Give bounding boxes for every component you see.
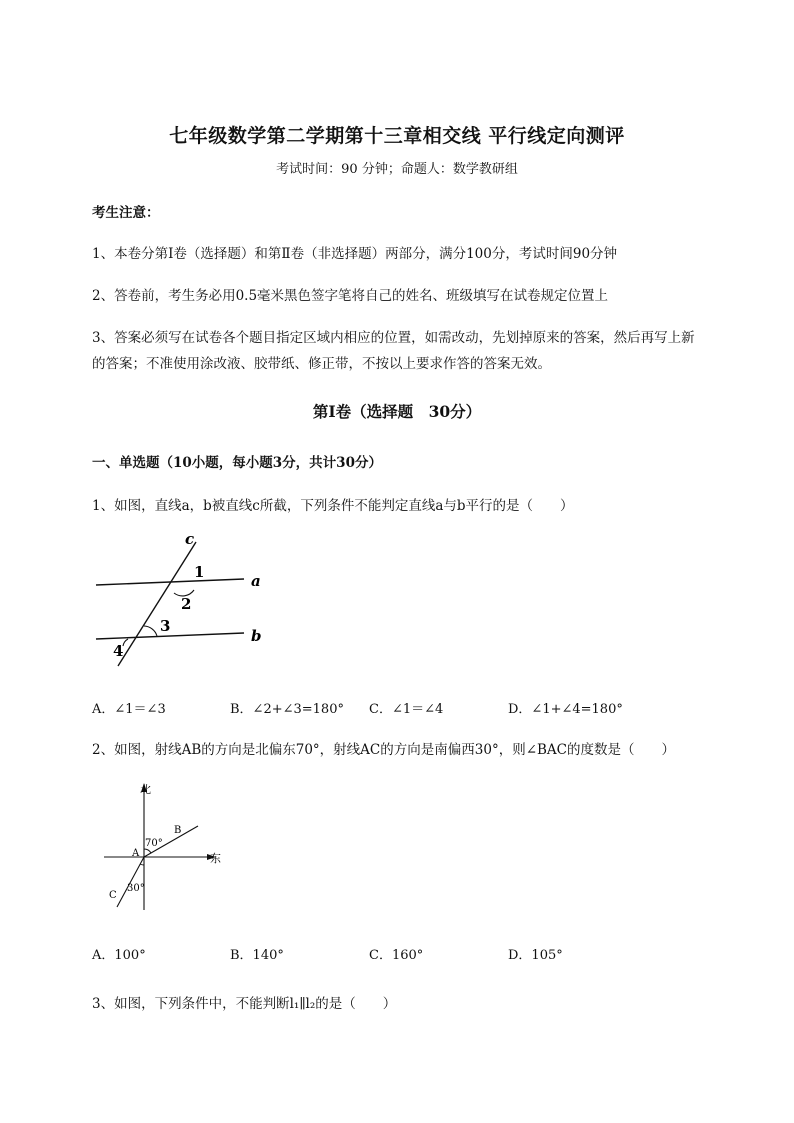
label-point-a: A <box>132 848 140 859</box>
question-3-text: 3、如图，下列条件中，不能判断l₁∥l₂的是（ ） <box>92 996 397 1012</box>
label-30-degrees: 30° <box>127 883 145 894</box>
angle-4-arc <box>123 639 128 646</box>
question-1-option-d: D．∠1+∠4=180° <box>508 702 623 717</box>
angle-30-arc <box>140 864 144 865</box>
question-2-option-b: B．140° <box>230 948 284 963</box>
angle-70-arc <box>144 849 151 853</box>
notice-item-3: 3、答案必须写在试卷各个题目指定区域内相应的位置，如需改动，先划掉原来的答案，然后再写上新 <box>92 330 695 346</box>
question-1-figure <box>88 528 278 668</box>
notice-heading: 考生注意： <box>92 205 160 221</box>
question-2-text: 2、如图，射线AB的方向是北偏东70°，射线AC的方向是南偏西30°，则∠BAC的度数是（ ） <box>92 742 676 758</box>
label-angle-3: 3 <box>160 617 171 635</box>
label-a: a <box>251 572 261 590</box>
notice-item-2: 2、答卷前，考生务必用0.5毫米黑色签字笔将自己的姓名、班级填写在试卷规定位置上 <box>92 288 609 304</box>
label-point-b: B <box>174 825 182 836</box>
notice-item-3-cont: 的答案；不准使用涂改液、胶带纸、修正带，不按以上要求作答的答案无效。 <box>92 356 551 372</box>
section-title: 第Ⅰ卷（选择题 30分） <box>312 402 482 421</box>
label-70-degrees: 70° <box>145 838 163 849</box>
question-2-option-d: D．105° <box>508 948 563 963</box>
label-north: 北 <box>140 783 151 796</box>
question-2-option-a: A．100° <box>92 948 146 963</box>
part-heading: 一、单选题（10小题，每小题3分，共计30分） <box>92 455 382 471</box>
exam-info: 考试时间：90 分钟；命题人：数学教研组 <box>276 162 518 177</box>
label-angle-1: 1 <box>194 563 205 581</box>
label-b: b <box>251 627 262 645</box>
ray-ac <box>117 857 144 907</box>
label-point-c: C <box>109 890 117 901</box>
page-title: 七年级数学第二学期第十三章相交线 平行线定向测评 <box>169 125 625 147</box>
question-2-figure <box>100 780 230 915</box>
label-angle-4: 4 <box>113 642 124 660</box>
question-1-option-b: B．∠2+∠3=180° <box>230 702 344 717</box>
question-2-option-c: C．160° <box>369 948 424 963</box>
question-1-option-c: C．∠1＝∠4 <box>369 702 444 717</box>
notice-item-1: 1、本卷分第Ⅰ卷（选择题）和第Ⅱ卷（非选择题）两部分，满分100分，考试时间90分钟 <box>92 246 618 262</box>
angle-3-arc <box>144 626 157 636</box>
label-c: c <box>185 530 195 548</box>
label-east: 东 <box>210 852 221 865</box>
question-1-text: 1、如图，直线a，b被直线c所截，下列条件不能判定直线a与b平行的是（ ） <box>92 498 574 514</box>
question-1-option-a: A．∠1＝∠3 <box>92 702 166 717</box>
label-angle-2: 2 <box>181 595 192 613</box>
